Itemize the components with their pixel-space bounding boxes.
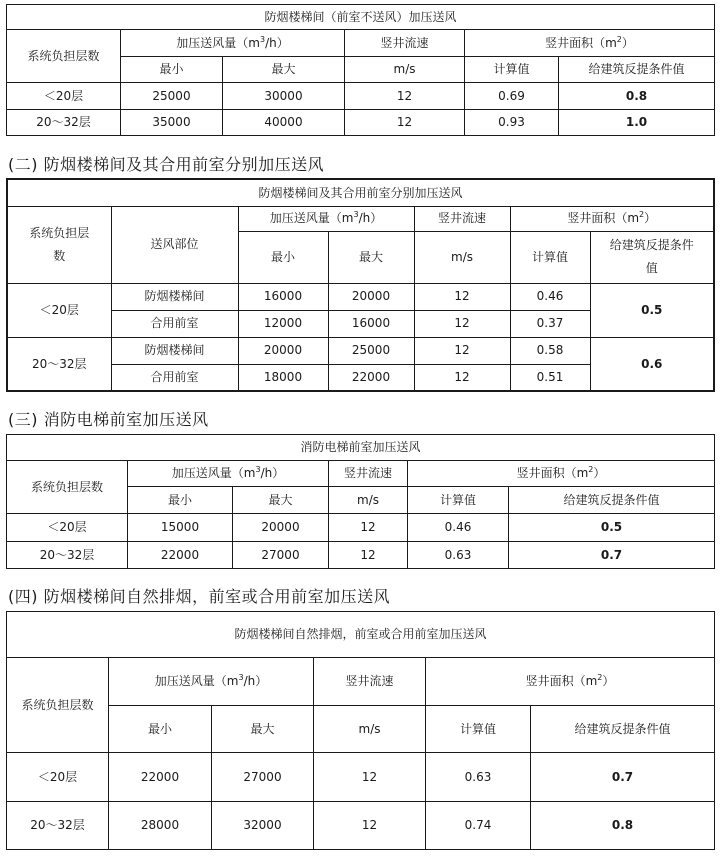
header-shaft-speed: 竖井流速 [314, 658, 426, 706]
table-row [7, 514, 715, 542]
cell-calc: 0.74 [426, 802, 531, 850]
cell-max: 20000 [328, 283, 414, 310]
cell-max: 32000 [212, 802, 314, 850]
cell-calc: 0.51 [510, 364, 590, 391]
cell-min: 25000 [121, 83, 223, 110]
table-natural-exhaust-lobby-pressurization [6, 611, 715, 850]
cell-max: 30000 [223, 83, 345, 110]
header-supply-part: 送风部位 [111, 206, 238, 283]
cell-speed: 12 [345, 83, 465, 110]
cell-calc: 0.63 [426, 753, 531, 802]
cell-floors: ＜20层 [7, 283, 111, 337]
header-min: 最小 [128, 487, 233, 514]
header-floors: 系统负担层 数 [7, 206, 111, 283]
cell-speed: 12 [314, 753, 426, 802]
table-stair-and-lobby-pressurization [6, 178, 715, 392]
cell-part: 合用前室 [111, 364, 238, 391]
header-min: 最小 [121, 57, 223, 83]
cell-given: 0.7 [531, 753, 715, 802]
cell-calc: 0.58 [510, 337, 590, 364]
section-2-heading: (二) 防烟楼梯间及其合用前室分别加压送风 [8, 155, 325, 174]
cell-floors: ＜20层 [7, 514, 128, 542]
cell-max: 25000 [328, 337, 414, 364]
header-air-volume: 加压送风量$(m^3/h)$ [238, 206, 414, 231]
cell-min: 28000 [109, 802, 212, 850]
cell-part: 防烟楼梯间 [111, 337, 238, 364]
header-floors: 系统负担层数 [7, 461, 128, 514]
cell-calc: 0.69 [465, 83, 559, 110]
header-shaft-speed: 竖井流速 [414, 206, 510, 231]
cell-speed: 12 [314, 802, 426, 850]
header-given: 给建筑反提条件值 [531, 706, 715, 753]
header-unit: m/s [345, 57, 465, 83]
cell-given: 0.5 [509, 514, 715, 542]
cell-floors: 20～32层 [7, 110, 121, 136]
header-shaft-area: 竖井面积$(m^2)$ [510, 206, 714, 231]
header-air-volume: 加压送风量$(m^3/h)$ [128, 461, 329, 487]
header-min: 最小 [109, 706, 212, 753]
cell-floors: 20～32层 [7, 802, 109, 850]
cell-min: 22000 [109, 753, 212, 802]
table-4-block [6, 611, 715, 850]
header-max: 最大 [328, 231, 414, 283]
table-row [7, 283, 714, 310]
cell-speed: 12 [414, 283, 510, 310]
cell-max: 27000 [233, 542, 329, 569]
cell-calc: 0.37 [510, 310, 590, 337]
table-row [7, 542, 715, 569]
table-row [7, 337, 714, 364]
cell-min: 12000 [238, 310, 328, 337]
cell-max: 20000 [233, 514, 329, 542]
header-unit: m/s [414, 231, 510, 283]
table-2-block [6, 178, 715, 392]
cell-max: 27000 [212, 753, 314, 802]
table-stair-pressurization [6, 4, 715, 136]
header-air-volume: 加压送风量$(m^3/h)$ [109, 658, 314, 706]
header-given: 给建筑反提条件 值 [590, 231, 714, 283]
cell-min: 18000 [238, 364, 328, 391]
header-shaft-speed: 竖井流速 [345, 30, 465, 57]
header-min: 最小 [238, 231, 328, 283]
table-title: 防烟楼梯间及其合用前室分别加压送风 [7, 179, 714, 206]
cell-min: 35000 [121, 110, 223, 136]
cell-given: 0.6 [590, 337, 714, 391]
header-shaft-area: 竖井面积$(m^2)$ [408, 461, 715, 487]
header-calc: 计算值 [426, 706, 531, 753]
table-row [7, 753, 715, 802]
cell-calc: 0.46 [510, 283, 590, 310]
table-3-block [6, 434, 715, 569]
header-shaft-speed: 竖井流速 [329, 461, 408, 487]
cell-max: 22000 [328, 364, 414, 391]
header-given: 给建筑反提条件值 [509, 487, 715, 514]
header-max: 最大 [223, 57, 345, 83]
cell-speed: 12 [414, 310, 510, 337]
header-calc: 计算值 [408, 487, 509, 514]
cell-speed: 12 [345, 110, 465, 136]
header-unit: m/s [329, 487, 408, 514]
header-given: 给建筑反提条件值 [559, 57, 715, 83]
cell-speed: 12 [414, 364, 510, 391]
cell-calc: 0.93 [465, 110, 559, 136]
cell-part: 防烟楼梯间 [111, 283, 238, 310]
table-1-block [6, 4, 715, 136]
table-row [7, 83, 715, 110]
cell-speed: 12 [329, 542, 408, 569]
section-4-heading: (四) 防烟楼梯间自然排烟，前室或合用前室加压送风 [8, 587, 391, 606]
header-calc: 计算值 [510, 231, 590, 283]
cell-max: 40000 [223, 110, 345, 136]
cell-min: 20000 [238, 337, 328, 364]
header-max: 最大 [212, 706, 314, 753]
cell-speed: 12 [329, 514, 408, 542]
table-row [7, 802, 715, 850]
cell-given: 0.8 [559, 83, 715, 110]
header-shaft-area: 竖井面积$(m^2)$ [465, 30, 715, 57]
header-max: 最大 [233, 487, 329, 514]
cell-calc: 0.63 [408, 542, 509, 569]
section-3-heading: (三) 消防电梯前室加压送风 [8, 410, 209, 429]
cell-floors: 20～32层 [7, 542, 128, 569]
header-shaft-area: 竖井面积$(m^2)$ [426, 658, 715, 706]
cell-given: 1.0 [559, 110, 715, 136]
cell-given: 0.5 [590, 283, 714, 337]
cell-floors: ＜20层 [7, 83, 121, 110]
table-title: 防烟楼梯间（前室不送风）加压送风 [7, 5, 715, 30]
cell-min: 22000 [128, 542, 233, 569]
header-floors: 系统负担层数 [7, 30, 121, 83]
cell-speed: 12 [414, 337, 510, 364]
cell-given: 0.7 [509, 542, 715, 569]
table-elevator-lobby-pressurization [6, 434, 715, 569]
cell-part: 合用前室 [111, 310, 238, 337]
cell-max: 16000 [328, 310, 414, 337]
header-unit: m/s [314, 706, 426, 753]
table-row [7, 110, 715, 136]
cell-calc: 0.46 [408, 514, 509, 542]
cell-floors: ＜20层 [7, 753, 109, 802]
header-air-volume: 加压送风量$(m^3/h)$ [121, 30, 345, 57]
table-title: 消防电梯前室加压送风 [7, 435, 715, 461]
cell-min: 16000 [238, 283, 328, 310]
table-title: 防烟楼梯间自然排烟，前室或合用前室加压送风 [7, 612, 715, 658]
header-calc: 计算值 [465, 57, 559, 83]
cell-given: 0.8 [531, 802, 715, 850]
cell-floors: 20～32层 [7, 337, 111, 391]
cell-min: 15000 [128, 514, 233, 542]
header-floors: 系统负担层数 [7, 658, 109, 753]
